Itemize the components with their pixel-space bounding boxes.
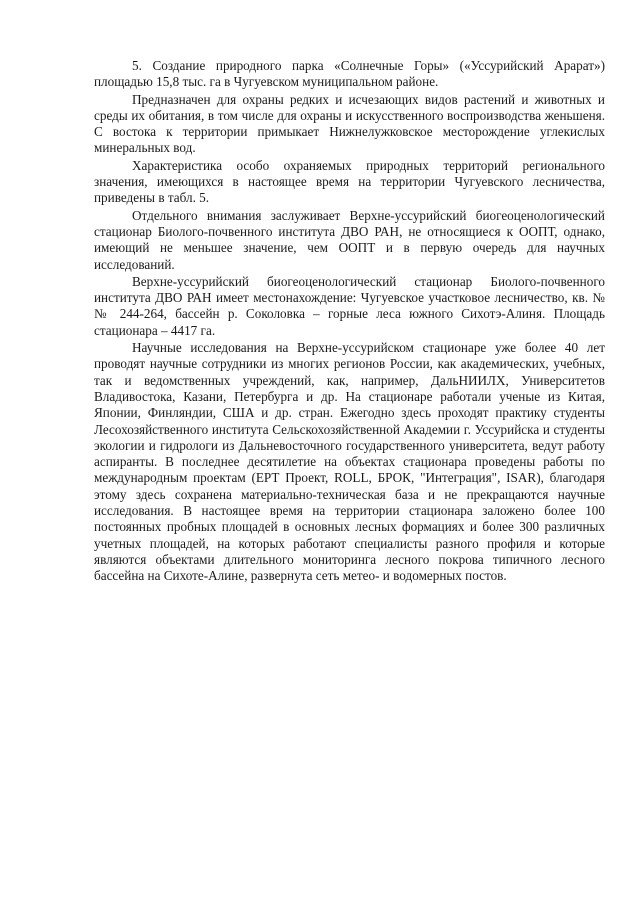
- document-page: [94, 58, 605, 586]
- paragraph-station-intro: Отдельного внимания заслуживает Верхне-уссурийский биогеоценологический стационар Биолого-почвенного института ДВО РАН, не относящиеся к ООПТ, однако, имеющий не меньшее значение, чем ООПТ и в первую очередь для научных исследований.: [94, 207, 605, 272]
- paragraph-protected-areas: Характеристика особо охраняемых природных территорий регионального значения, имеющихся в настоящее время на территории Чугуевского лесничества, приведены в табл. 5.: [94, 157, 605, 206]
- paragraph-research: Научные исследования на Верхне-уссурийском стационаре уже более 40 лет проводят научные сотрудники из многих регионов России, как академических, учебных, так и ведомственных учреждений, как, например, ДальНИИЛХ, Университетов Владивостока, Казани, Петербурга и др. На стационаре работали ученые из Китая, Японии, Финляндии, США и др. стран. Ежегодно здесь проходят практику студенты Лесохозяйственного института Сельскохозяйственной Академии г. Уссурийска и студенты экологии и гидрологи из Дальневосточного государственного университета, ведут работу аспиранты. В последнее десятилетие на объектах стационара проведены работы по международным проектам (ЕРТ Проект, ROLL, БРОК, "Интеграция", ISAR), благодаря этому здесь сохранена материально-техническая база и не прекращаются научные исследования. В настоящее время на территории стационара заложено более 100 постоянных пробных площадей в основных лесных формациях и более 300 различных учетных площадей, на которых работают специалисты разного профиля и которые являются объектами длительного мониторинга лесного покрова типичного лесного бассейна на Сихоте-Алине, развернута сеть метео- и водомерных постов.: [94, 340, 605, 584]
- paragraph-park-creation: 5. Создание природного парка «Солнечные Горы» («Уссурийский Арарат») площадью 15,8 тыс. га в Чугуевском муниципальном районе.: [94, 58, 605, 90]
- paragraph-station-location: Верхне-уссурийский биогеоценологический стационар Биолого-почвенного института ДВО РАН имеет местонахождение: Чугуевское участковое лесничество, кв. №№ 244-264, бассейн р. Соколовка – горные леса южного Сихотэ-Алиня. Площадь стационара – 4417 га.: [94, 273, 605, 338]
- paragraph-park-purpose: Предназначен для охраны редких и исчезающих видов растений и животных и среды их обитания, в том числе для охраны и искусственного воспроизводства женьшеня. С востока к территории примыкает Нижнелужковское месторождение углекислых минеральных вод.: [94, 91, 605, 156]
